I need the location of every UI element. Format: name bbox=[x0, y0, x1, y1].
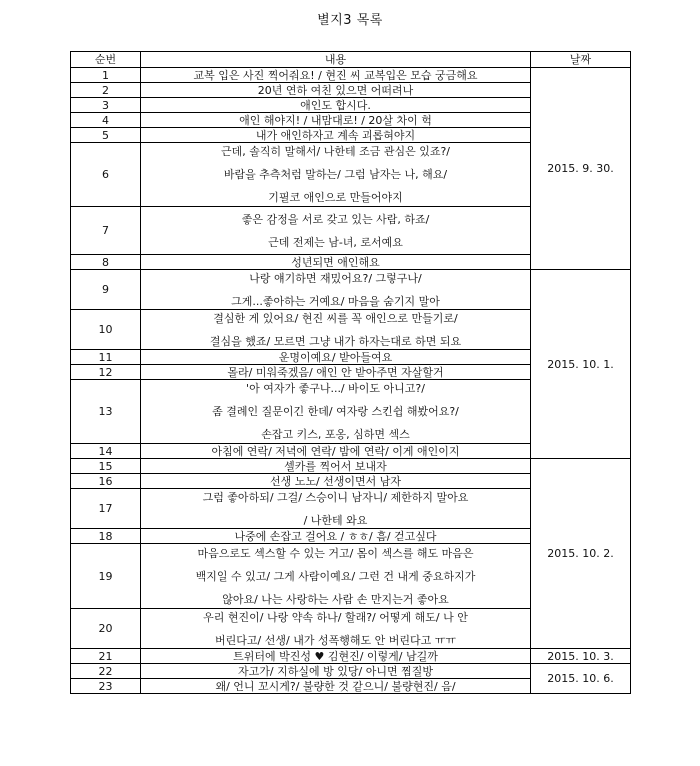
row-content bbox=[141, 679, 531, 694]
content-line: 그게...좋아하는 거예요/ 마음을 숨기지 말아 bbox=[231, 294, 440, 308]
row-number: 1 bbox=[71, 68, 141, 83]
row-number: 23 bbox=[71, 679, 141, 694]
header-row bbox=[71, 52, 631, 68]
row-content bbox=[141, 459, 531, 474]
content-line: 백지일 수 있고/ 그게 사람이예요/ 그런 건 내게 중요하지가 bbox=[195, 569, 476, 583]
content-line: 교복 입은 사진 찍어줘요! / 현진 씨 교복입은 모습 궁금해요 bbox=[193, 68, 478, 82]
row-content bbox=[141, 350, 531, 365]
row-number: 11 bbox=[71, 350, 141, 365]
content-line: / 나한테 와요 bbox=[303, 513, 368, 527]
list-table bbox=[70, 51, 631, 694]
content-line: 손잡고 키스, 포옹, 심하면 섹스 bbox=[261, 428, 410, 441]
row-content bbox=[141, 380, 531, 444]
content-line: 트위터에 박진성 ♥ 김현진/ 이렇게/ 남길까 bbox=[233, 649, 438, 663]
row-number: 15 bbox=[71, 459, 141, 474]
row-content bbox=[141, 489, 531, 529]
row-number: 16 bbox=[71, 474, 141, 489]
content-line: 기필코 애인으로 만들어야지 bbox=[268, 191, 403, 204]
header-number: 순번 bbox=[71, 52, 141, 68]
content-line: 운명이예요/ 받아들여요 bbox=[278, 350, 393, 364]
row-number: 7 bbox=[71, 207, 141, 255]
row-date: 2015. 10. 2. bbox=[531, 459, 631, 649]
table-body bbox=[71, 68, 631, 694]
header-date: 날짜 bbox=[531, 52, 631, 68]
content-line: '아 여자가 좋구나.../ 바이도 아니고?/ bbox=[246, 382, 425, 395]
row-number: 18 bbox=[71, 529, 141, 544]
table-row bbox=[71, 649, 631, 664]
row-content bbox=[141, 68, 531, 83]
row-date: 2015. 10. 3. bbox=[531, 649, 631, 664]
row-content bbox=[141, 544, 531, 609]
row-number: 5 bbox=[71, 128, 141, 143]
row-number: 20 bbox=[71, 609, 141, 649]
document-title: 별지3 목록 bbox=[317, 13, 383, 28]
content-line: 자고가/ 지하실에 방 있당/ 아니면 찜질방 bbox=[238, 664, 433, 678]
row-number: 6 bbox=[71, 143, 141, 207]
content-line: 근데 전제는 남-녀, 로서예요 bbox=[268, 235, 403, 249]
row-content bbox=[141, 207, 531, 255]
row-number: 3 bbox=[71, 98, 141, 113]
row-content bbox=[141, 98, 531, 113]
table-row bbox=[71, 664, 631, 679]
content-line: 버린다고/ 선생/ 내가 성폭행해도 안 버린다고 ㅠㅠ bbox=[215, 633, 456, 647]
content-line: 않아요/ 나는 사랑하는 사람 손 만지는거 좋아요 bbox=[222, 592, 449, 606]
row-content bbox=[141, 128, 531, 143]
row-number: 22 bbox=[71, 664, 141, 679]
content-line: 근데, 솔직히 말해서/ 나한테 조금 관심은 있죠?/ bbox=[221, 145, 450, 158]
content-line: 우리 현진이/ 나랑 약속 하나/ 할래?/ 어떻게 해도/ 나 안 bbox=[203, 610, 468, 624]
row-number: 13 bbox=[71, 380, 141, 444]
content-line: 내가 애인하자고 계속 괴롭혀야지 bbox=[255, 128, 416, 142]
table-row bbox=[71, 459, 631, 474]
content-line: 몰라/ 미워죽겠음/ 애인 안 받아주면 자살할거 bbox=[227, 365, 444, 379]
content-line: 좋은 감정을 서로 갖고 있는 사람, 하죠/ bbox=[241, 212, 430, 226]
row-date: 2015. 10. 6. bbox=[531, 664, 631, 694]
row-date: 2015. 10. 1. bbox=[531, 270, 631, 459]
content-line: 좀 결례인 질문이긴 한데/ 여자랑 스킨쉽 해봤어요?/ bbox=[212, 405, 459, 418]
content-line: 그럼 좋아하되/ 그걸/ 스승이니 남자니/ 제한하지 말아요 bbox=[202, 490, 469, 504]
row-content bbox=[141, 649, 531, 664]
row-number: 12 bbox=[71, 365, 141, 380]
content-line: 선생 노노/ 선생이면서 남자 bbox=[269, 474, 402, 488]
row-number: 9 bbox=[71, 270, 141, 310]
row-number: 4 bbox=[71, 113, 141, 128]
table-row bbox=[71, 68, 631, 83]
content-line: 나랑 얘기하면 재밌어요?/ 그렇구나/ bbox=[249, 271, 422, 285]
row-content bbox=[141, 529, 531, 544]
row-content bbox=[141, 255, 531, 270]
row-content bbox=[141, 113, 531, 128]
content-line: 왜/ 언니 꼬시게?/ 불량한 것 같으니/ 불량현진/ 음/ bbox=[215, 679, 456, 693]
content-line: 20년 연하 여친 있으면 어떠려나 bbox=[257, 83, 414, 97]
row-number: 10 bbox=[71, 310, 141, 350]
row-number: 14 bbox=[71, 444, 141, 459]
content-line: 아침에 연락/ 저녁에 연락/ 밤에 연락/ 이게 애인이지 bbox=[211, 444, 460, 458]
row-content bbox=[141, 664, 531, 679]
content-line: 애인도 합시다. bbox=[300, 98, 371, 112]
header-content: 내용 bbox=[141, 52, 531, 68]
row-content bbox=[141, 365, 531, 380]
content-line: 결심한 게 있어요/ 현진 씨를 꼭 애인으로 만들기로/ bbox=[213, 311, 458, 325]
table-row bbox=[71, 270, 631, 310]
content-line: 애인 해야지! / 내맘대로! / 20살 차이 헉 bbox=[239, 113, 432, 127]
row-date: 2015. 9. 30. bbox=[531, 68, 631, 270]
content-line: 성년되면 애인해요 bbox=[291, 255, 380, 269]
content-line: 마음으로도 섹스할 수 있는 거고/ 몸이 섹스를 해도 마음은 bbox=[197, 546, 474, 560]
content-line: 결심을 했죠/ 모르면 그냥 내가 하자는대로 하면 되요 bbox=[209, 334, 462, 348]
content-line: 바람을 추측처럼 말하는/ 그럼 남자는 나, 해요/ bbox=[223, 168, 448, 181]
row-content bbox=[141, 83, 531, 98]
row-content bbox=[141, 270, 531, 310]
row-number: 8 bbox=[71, 255, 141, 270]
row-number: 2 bbox=[71, 83, 141, 98]
row-content bbox=[141, 310, 531, 350]
content-line: 나중에 손잡고 걸어요 / ㅎㅎ/ 흠/ 걷고싶다 bbox=[234, 529, 437, 543]
row-content bbox=[141, 143, 531, 207]
row-content bbox=[141, 474, 531, 489]
row-number: 21 bbox=[71, 649, 141, 664]
row-number: 17 bbox=[71, 489, 141, 529]
row-content bbox=[141, 609, 531, 649]
row-content bbox=[141, 444, 531, 459]
content-line: 셀카를 찍어서 보내자 bbox=[284, 459, 387, 473]
row-number: 19 bbox=[71, 544, 141, 609]
